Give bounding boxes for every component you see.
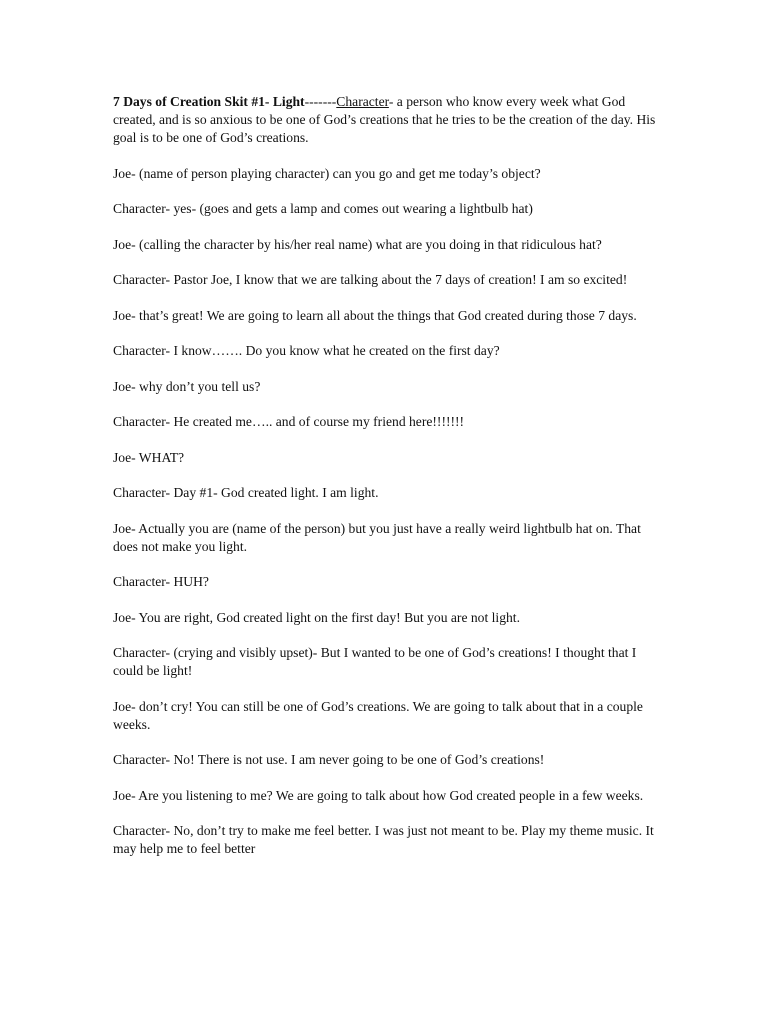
dialogue-line: Joe- Actually you are (name of the person) but you just have a really weird lightbulb hat on. That does not make you light. [113, 520, 641, 554]
dialogue-line: Character- Day #1- God created light. I am light. [113, 485, 379, 500]
character-description: - a person who know every week what God created, and is so anxious to be one of God’s creations that he tries to be the creation of the day. His goal is to be one of God’s creations. [113, 94, 656, 145]
dialogue-line: Character- (crying and visibly upset)- But I wanted to be one of God’s creations! I thought that I could be light! [113, 645, 637, 678]
dialogue-line: Character- HUH? [113, 574, 209, 589]
document-body [113, 93, 658, 876]
skit-title: 7 Days of Creation Skit #1- Light [113, 94, 305, 109]
dialogue-line: Joe- (name of person playing character) can you go and get me today’s object? [113, 165, 541, 181]
dialogue-line: Joe- (calling the character by his/her real name) what are you doing in that ridiculous hat? [113, 236, 602, 252]
dialogue-line: Joe- You are right, God created light on the first day! But you are not light. [113, 609, 520, 625]
character-label: Character [336, 94, 389, 109]
dialogue-line: Character- No, don’t try to make me feel better. I was just not meant to be. Play my theme music. It may help me to feel better [113, 823, 654, 856]
dialogue-line: Character- He created me….. and of course my friend here!!!!!!! [113, 414, 465, 429]
heading-paragraph [113, 93, 658, 147]
dialogue-line: Joe- don’t cry! You can still be one of God’s creations. We are going to talk about that in a couple weeks. [113, 698, 643, 732]
dialogue-line: Joe- that’s great! We are going to learn all about the things that God created during those 7 days. [113, 307, 637, 323]
title-dashes: ------- [304, 94, 337, 109]
dialogue-line: Character- I know……. Do you know what he created on the first day? [113, 343, 500, 358]
dialogue-line: Joe- Are you listening to me? We are going to talk about how God created people in a few weeks. [113, 787, 644, 803]
dialogue-line: Character- No! There is not use. I am never going to be one of God’s creations! [113, 752, 545, 767]
dialogue-line: Joe- WHAT? [113, 449, 185, 465]
dialogue-line: Character- yes- (goes and gets a lamp and comes out wearing a lightbulb hat) [113, 201, 533, 216]
dialogue-line: Joe- why don’t you tell us? [113, 378, 261, 394]
dialogue-line: Character- Pastor Joe, I know that we are talking about the 7 days of creation! I am so excited! [113, 272, 628, 287]
